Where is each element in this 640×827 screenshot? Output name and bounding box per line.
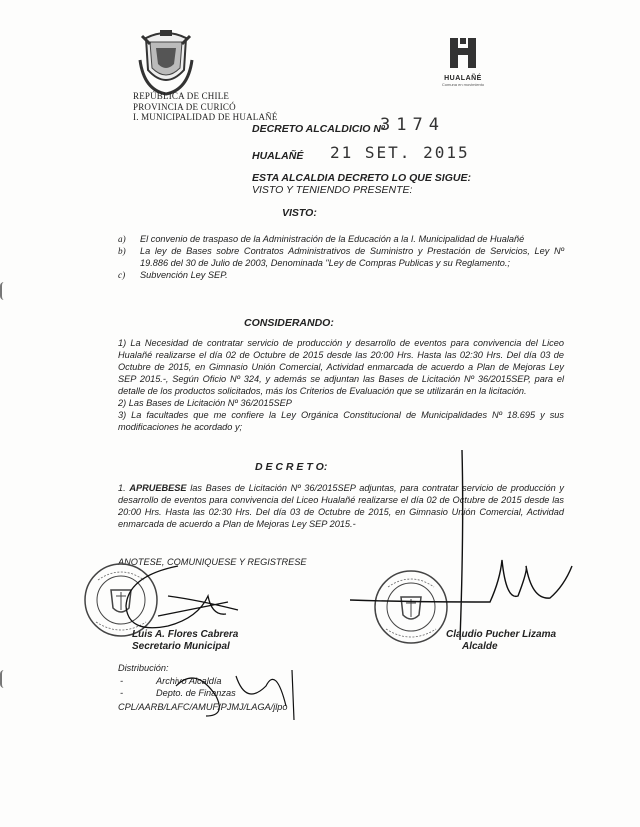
list-marker: - [120,688,124,698]
considerando-body [118,337,564,433]
logo-tagline: Comuna en movimiento [441,82,485,87]
decreto-number: 1. [118,483,126,493]
distribution-initials: CPL/AARB/LAFC/AMUF/PJMJ/LAGA/jlpo [118,702,288,712]
list-marker: c) [118,270,126,280]
intro-line: VISTO Y TENIENDO PRESENTE: [252,184,413,196]
decree-place: HUALAÑÉ [252,150,304,162]
list-text: El convenio de traspaso de la Administración de la Educación a la I. Municipalidad de Hualañé [140,234,525,244]
hualane-logo [438,36,488,87]
visto-heading: VISTO: [282,207,317,219]
logo-name: HUALAÑÉ [444,75,482,82]
considerando-heading: CONSIDERANDO: [244,317,334,329]
intro-line: ESTA ALCALDIA DECRETO LO QUE SIGUE: [252,172,471,184]
margin-mark [0,282,8,300]
list-item [118,269,564,281]
margin-mark [0,670,8,688]
list-marker: a) [118,234,126,244]
alcalde-signature [350,450,580,650]
decreto-verb: APRUEBESE [129,483,187,493]
closing-text: ANOTESE, COMUNIQUESE Y REGISTRESE [118,557,307,567]
list-text: La ley de Bases sobre Contratos Administrativos de Suministro y Prestación de Servicios, Ley Nº 19.886 del 30 de Julio de 2003, Denominada "Ley de Compras Publicas y su Reglamento.; [140,246,564,268]
secretario-signature [108,556,248,640]
header-line: PROVINCIA DE CURICÓ [133,101,236,112]
secretario-role: Secretario Municipal [132,641,230,652]
considerando-paragraph: 1) La Necesidad de contratar servicio de producción y desarrollo de eventos para convivencia del Liceo Hualañé realizarse el día 02 de Octubre de 2015 desde las 20:00 Hrs. Hasta las 02:30 Hrs. Del día 03 de Octubre de 2015, en Gimnasio Unión Comercial, Actividad enmarcada de acuerdo a Plan de Mejoras Ley SEP 2015.-, Según Oficio Nº 324, y además se adjuntan las Bases de Licitación Nº 36/2015SEP, para el detalle de los productos solicitados, más los Criterios de Evaluación que se utilizarán en la licitación. [118,338,564,396]
visto-list [118,233,564,281]
republic-header [133,91,278,123]
header-line: I. MUNICIPALIDAD DE HUALAÑÉ [133,112,278,122]
alcalde-name: Claudio Pucher Lizama [446,629,557,640]
decree-number: 3174 [380,115,445,135]
considerando-paragraph: 2) Las Bases de Licitación Nº 36/2015SEP [118,398,292,408]
hualane-h-icon [448,36,478,70]
list-text: Depto. de Finanzas [156,688,236,698]
initials-signature [156,656,306,726]
decree-date: 21 SET. 2015 [330,143,470,162]
decreto-heading: D E C R E T O: [255,461,328,473]
list-text: Subvención Ley SEP. [140,270,228,280]
secretario-name: Luis A. Flores Cabrera [132,629,239,640]
decreto-text: las Bases de Licitación Nº 36/2015SEP adjuntas, para contratar servicio de producción y desarrollo de eventos para convivencia del Liceo Hualañé realizarse el día 02 de Octubre de 2015 desde las 20:00 Hrs. Hasta las 02:30 Hrs. Del día 03 de Octubre de 2015, en Gimnasio Unión Comercial, Actividad enmarcada de acuerdo a Plan de Mejoras Ley SEP 2015.- [118,483,564,529]
list-item [118,245,564,269]
considerando-paragraph: 3) La facultades que me confiere la Ley Orgánica Constitucional de Municipalidades Nº 18.695 y sus modificaciones he acordado y; [118,410,564,432]
list-marker: b) [118,246,126,256]
distribution-heading: Distribución: [118,663,169,673]
list-item [118,233,564,245]
list-text: Archivo Alcaldía [156,676,222,686]
alcalde-role: Alcalde [462,641,498,652]
coat-of-arms-logo [138,30,194,98]
header-line: REPÚBLICA DE CHILE [133,91,230,101]
list-marker: - [120,676,124,686]
decree-label: DECRETO ALCALDICIO Nº [252,123,385,135]
